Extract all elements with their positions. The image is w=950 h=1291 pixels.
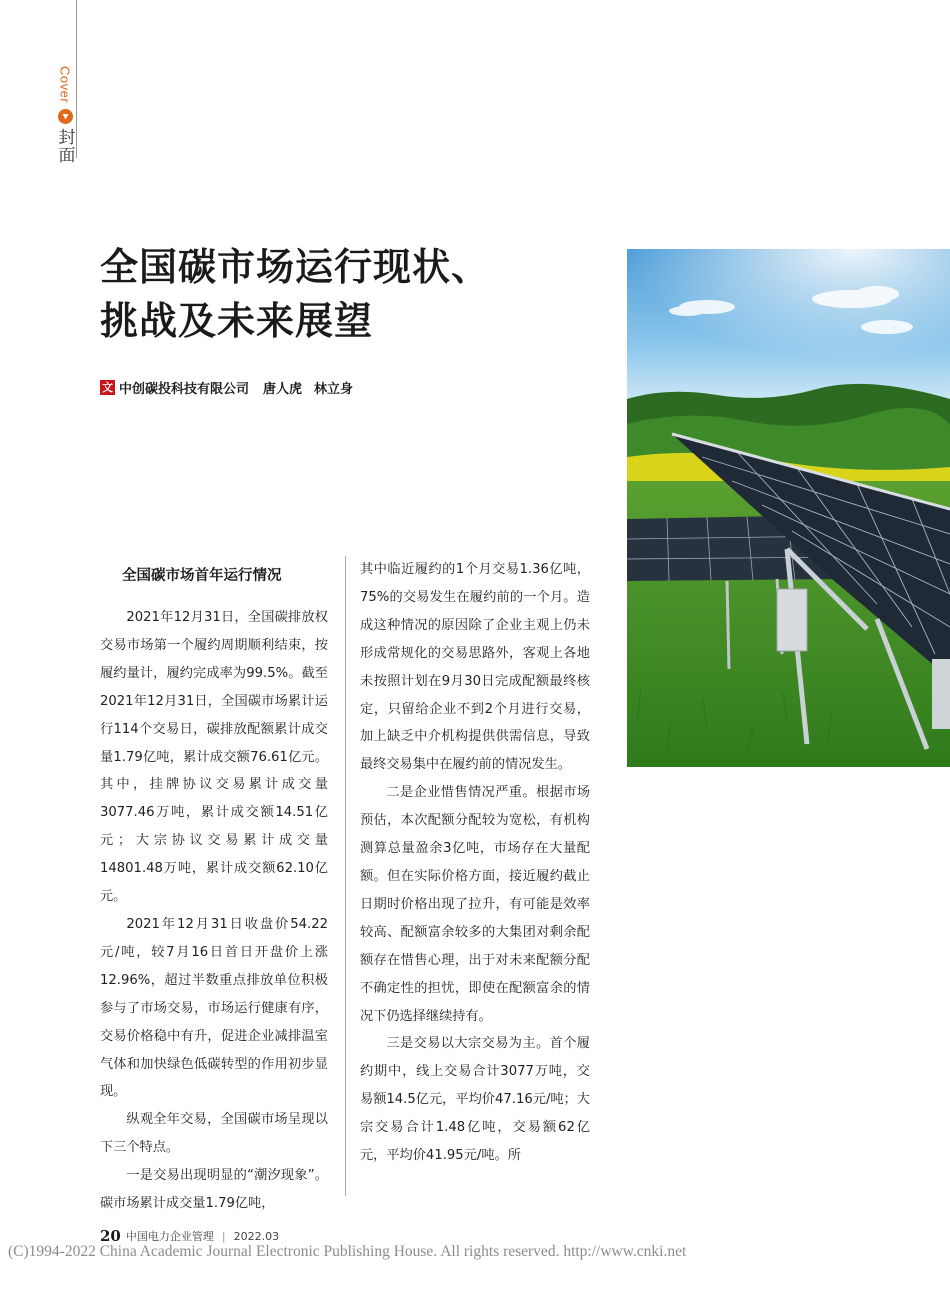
paragraph: 2021年12月31日，全国碳排放权交易市场第一个履约周期顺利结束，按履约量计，履约完成率为99.5%。截至2021年12月31日，全国碳市场累计运行114个交易日，碳排放配额累计成交量1.79亿吨，累计成交额76.61亿元。其中，挂牌协议交易累计成交量3077.46万吨，累计成交额14.51亿元；大宗协议交易累计成交量14801.48万吨，累计成交额62.10亿元。 — [100, 610, 328, 905]
paragraph: 2021年12月31日收盘价54.22元/吨，较7月16日首日开盘价上涨12.96%，超过半数重点排放单位积极参与了市场交易，市场运行健康有序，交易价格稳中有升，促进企业减排温室气体和加快绿色低碳转型的作用初步显现。 — [100, 916, 328, 1100]
copyright-notice: (C)1994-2022 China Academic Journal Electronic Publishing House. All rights reserved. http://www.cnki.net — [8, 1243, 687, 1260]
byline-mark: 文 — [102, 381, 113, 394]
article-column-1 — [100, 556, 328, 1218]
author-organization: 中创碳投科技有限公司 — [119, 382, 250, 397]
article-column-2 — [360, 556, 590, 1170]
section-tag — [54, 66, 76, 164]
paragraph: 其中临近履约的1个月交易1.36亿吨，75%的交易发生在履约前的一个月。造成这种情况的原因除了企业主观上仍未形成常规化的交易思路外，客观上各地未按照计划在9月30日完成配额最终核定，只留给企业不到2个月进行交易，加上缺乏中介机构提供供需信息，导致最终交易集中在履约前的情况发生。 — [360, 562, 590, 773]
issue-number: 2022.03 — [233, 1229, 280, 1243]
author-name: 唐人虎 — [263, 382, 303, 397]
author-name: 林立身 — [314, 382, 354, 397]
title-line-1: 全国碳市场运行现状、 — [100, 244, 491, 289]
paragraph: 纵观全年交易，全国碳市场呈现以下三个特点。 — [100, 1112, 328, 1156]
footer-separator: | — [221, 1229, 226, 1243]
section-heading: 全国碳市场首年运行情况 — [122, 568, 282, 584]
paragraph: 一是交易出现明显的“潮汐现象”。碳市场累计成交量1.79亿吨， — [100, 1168, 328, 1212]
byline — [100, 378, 365, 397]
section-label-cn: 封面 — [54, 128, 75, 165]
column-divider — [345, 556, 346, 1196]
paragraph: 二是企业惜售情况严重。根据市场预估，本次配额分配较为宽松，有机构测算总量盈余3亿吨，市场存在大量配额。但在实际价格方面，接近履约截止日期时价格出现了拉升，有可能是效率较高、配额富余较多的大集团对剩余配额存在惜售心理，出于对未来配额分配不确定性的担忧，即使在配额富余的情况下仍选择继续持有。 — [360, 785, 590, 1024]
play-circle-icon — [58, 109, 73, 124]
page-number: 20 — [100, 1227, 121, 1245]
article-title — [100, 240, 490, 348]
title-line-2: 挑战及未来展望 — [100, 298, 374, 343]
solar-panel-photo — [627, 249, 950, 767]
section-label-en: Cover — [57, 66, 73, 104]
journal-name: 中国电力企业管理 — [125, 1230, 214, 1243]
paragraph: 三是交易以大宗交易为主。首个履约期中，线上交易合计3077万吨，交易额14.5亿元，平均价47.16元/吨；大宗交易合计1.48亿吨，交易额62亿元，平均价41.95元/吨。所 — [360, 1036, 590, 1164]
